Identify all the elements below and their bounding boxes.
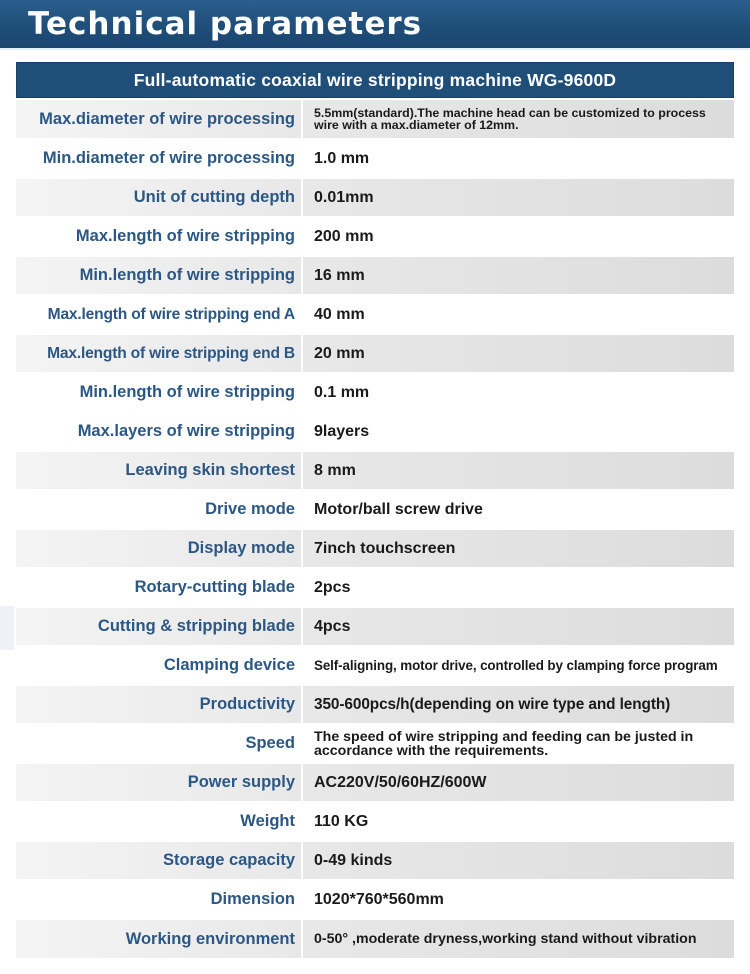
table-row xyxy=(16,413,734,450)
row-label: Cutting & stripping blade xyxy=(16,608,303,645)
table-row xyxy=(16,764,734,801)
table-row xyxy=(16,608,734,645)
row-label: Max.length of wire stripping end B xyxy=(16,335,303,372)
row-label: Max.layers of wire stripping xyxy=(16,413,303,450)
row-label: Min.length of wire stripping xyxy=(16,257,303,294)
table-row xyxy=(16,218,734,255)
row-label: Dimension xyxy=(16,881,303,918)
row-value: 1020*760*560mm xyxy=(303,881,734,918)
row-label: Drive mode xyxy=(16,491,303,528)
row-value: 110 KG xyxy=(303,803,734,840)
spec-table xyxy=(16,62,734,958)
row-label: Max.diameter of wire processing xyxy=(16,100,303,138)
machine-title: Full-automatic coaxial wire stripping machine WG-9600D xyxy=(133,69,617,90)
row-value: Self-aligning, motor drive, controlled by clamping force program xyxy=(303,647,734,684)
row-label: Min.diameter of wire processing xyxy=(16,140,303,177)
row-value: 350-600pcs/h(depending on wire type and length) xyxy=(303,686,734,723)
row-value: 0-50° ,moderate dryness,working stand without vibration xyxy=(303,920,734,958)
row-value: 4pcs xyxy=(303,608,734,645)
table-row xyxy=(16,530,734,567)
spec-table-header xyxy=(16,62,734,98)
row-label: Working environment xyxy=(16,920,303,958)
row-value: 8 mm xyxy=(303,452,734,489)
row-value: 200 mm xyxy=(303,218,734,255)
row-label: Speed xyxy=(16,725,303,762)
table-row xyxy=(16,920,734,958)
table-row xyxy=(16,335,734,372)
row-label: Productivity xyxy=(16,686,303,723)
row-value: 2pcs xyxy=(303,569,734,606)
table-row xyxy=(16,100,734,138)
row-value: 20 mm xyxy=(303,335,734,372)
row-label: Clamping device xyxy=(16,647,303,684)
row-label: Min.length of wire stripping xyxy=(16,374,303,411)
row-value: 0.01mm xyxy=(303,179,734,216)
table-row xyxy=(16,881,734,918)
table-row xyxy=(16,842,734,879)
row-label: Max.length of wire stripping end A xyxy=(16,296,303,333)
row-value: 40 mm xyxy=(303,296,734,333)
table-row xyxy=(16,803,734,840)
decorative-edge xyxy=(0,606,14,650)
table-row xyxy=(16,374,734,411)
table-row xyxy=(16,725,734,762)
row-label: Max.length of wire stripping xyxy=(16,218,303,255)
row-label: Rotary-cutting blade xyxy=(16,569,303,606)
row-value: 7inch touchscreen xyxy=(303,530,734,567)
table-row xyxy=(16,569,734,606)
row-value: 9layers xyxy=(303,413,734,450)
table-row xyxy=(16,491,734,528)
table-row xyxy=(16,140,734,177)
row-value: 16 mm xyxy=(303,257,734,294)
table-row xyxy=(16,647,734,684)
table-row xyxy=(16,686,734,723)
page-title: Technical parameters xyxy=(28,6,423,42)
row-label: Weight xyxy=(16,803,303,840)
table-row xyxy=(16,296,734,333)
row-value: 0-49 kinds xyxy=(303,842,734,879)
table-row xyxy=(16,452,734,489)
row-label: Display mode xyxy=(16,530,303,567)
row-value: AC220V/50/60HZ/600W xyxy=(303,764,734,801)
table-row xyxy=(16,179,734,216)
header-banner xyxy=(0,0,750,50)
row-label: Storage capacity xyxy=(16,842,303,879)
row-label: Leaving skin shortest xyxy=(16,452,303,489)
row-value: 0.1 mm xyxy=(303,374,734,411)
row-value: Motor/ball screw drive xyxy=(303,491,734,528)
row-label: Power supply xyxy=(16,764,303,801)
row-label: Unit of cutting depth xyxy=(16,179,303,216)
row-value: The speed of wire stripping and feeding can be justed in accordance with the requirements. xyxy=(303,725,734,762)
row-value: 5.5mm(standard).The machine head can be customized to process wire with a max.diameter of 12mm. xyxy=(303,100,734,138)
table-row xyxy=(16,257,734,294)
row-value: 1.0 mm xyxy=(303,140,734,177)
